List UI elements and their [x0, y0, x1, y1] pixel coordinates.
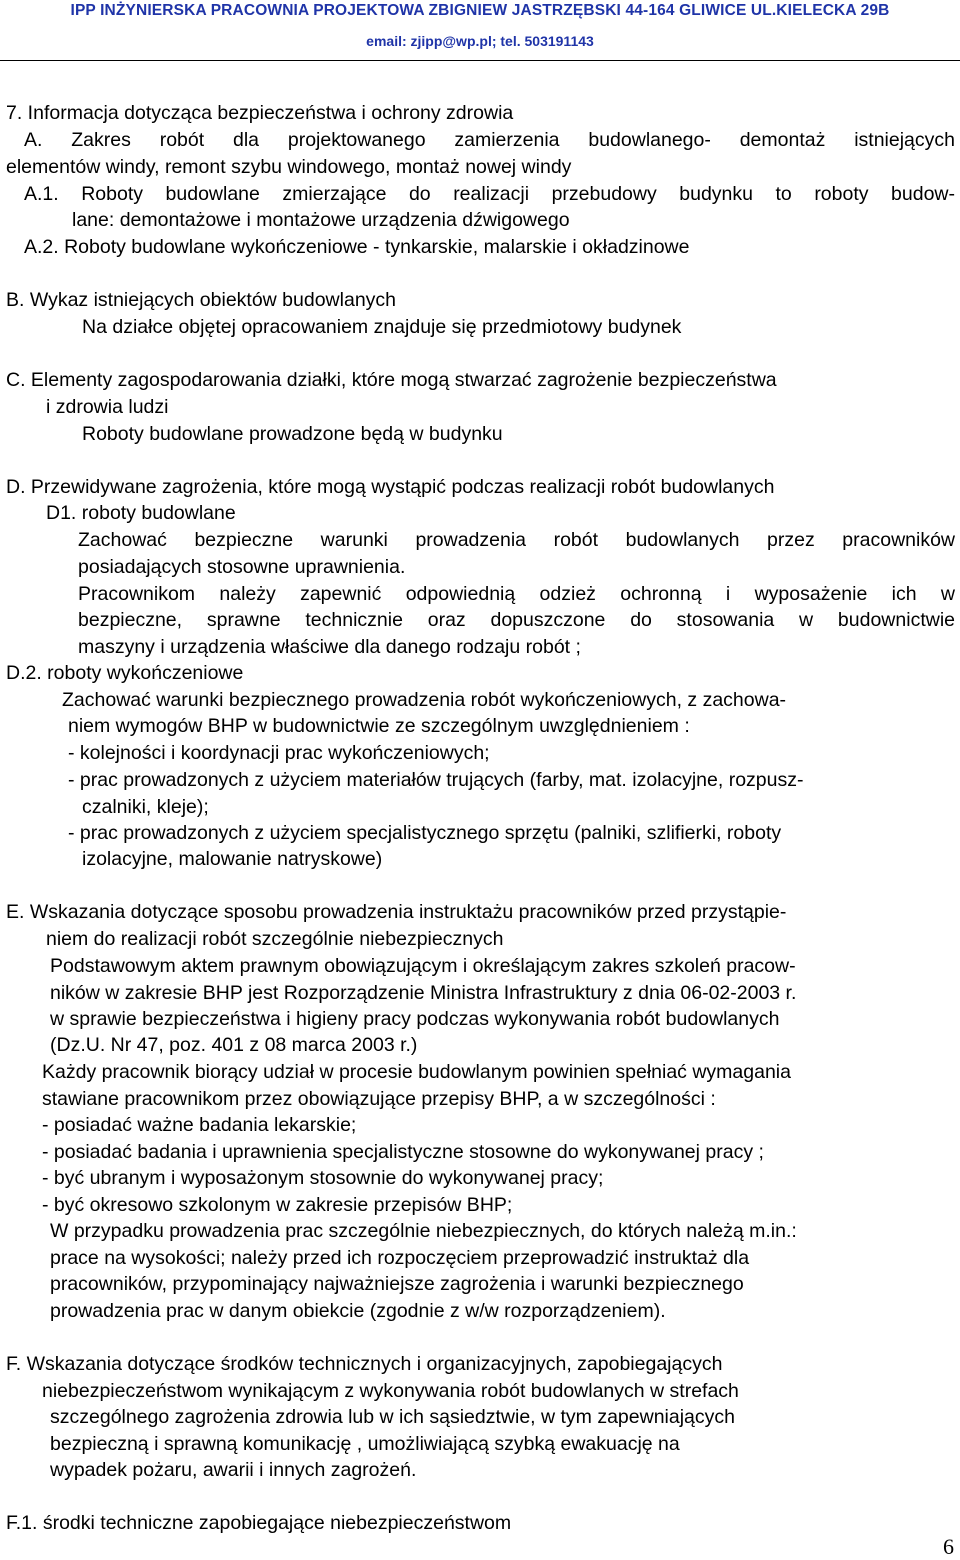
- paragraph-line: B. Wykaz istniejących obiektów budowlanych: [6, 289, 397, 311]
- list-item: - kolejności i koordynacji prac wykończeniowych;: [68, 742, 490, 764]
- paragraph-line: niem wymogów BHP w budownictwie ze szczególnym uwzględnieniem :: [68, 715, 690, 737]
- paragraph-line: bezpieczne, sprawne technicznie oraz dopuszczone do stosowania w budownictwie: [78, 609, 955, 631]
- paragraph-line: D.2. roboty wykończeniowe: [6, 662, 244, 684]
- paragraph-line: ników w zakresie BHP jest Rozporządzenie Ministra Infrastruktury z dnia 06-02-2003 r.: [50, 982, 797, 1004]
- page-number: 6: [943, 1534, 954, 1559]
- company-name: IPP INŻYNIERSKA PRACOWNIA PROJEKTOWA ZBIGNIEW JASTRZĘBSKI 44-164 GLIWICE UL.KIELECKA 29B: [70, 2, 890, 19]
- paragraph-line: stawiane pracownikom przez obowiązujące przepisy BHP, a w szczególności :: [42, 1088, 716, 1110]
- section-heading: 7. Informacja dotycząca bezpieczeństwa i ochrony zdrowia: [6, 102, 514, 124]
- paragraph-line: Roboty budowlane prowadzone będą w budynku: [82, 423, 503, 445]
- paragraph-line: A. Zakres robót dla projektowanego zamierzenia budowlanego- demontaż istniejących: [24, 129, 955, 151]
- paragraph-line: maszyny i urządzenia właściwe dla danego rodzaju robót ;: [78, 636, 581, 658]
- list-item: czalniki, kleje);: [82, 796, 209, 818]
- contact-info: email: zjipp@wp.pl; tel. 503191143: [366, 33, 594, 49]
- paragraph-line: C. Elementy zagospodarowania działki, które mogą stwarzać zagrożenie bezpieczeństwa: [6, 369, 777, 391]
- paragraph-line: D. Przewidywane zagrożenia, które mogą wystąpić podczas realizacji robót budowlanych: [6, 476, 775, 498]
- paragraph-line: prace na wysokości; należy przed ich rozpoczęciem przeprowadzić instruktaż dla: [50, 1247, 750, 1269]
- paragraph-line: D1. roboty budowlane: [46, 502, 236, 524]
- paragraph-line: posiadających stosowne uprawnienia.: [78, 556, 406, 578]
- paragraph-line: Zachować bezpieczne warunki prowadzenia robót budowlanych przez pracowników: [78, 529, 955, 551]
- paragraph-line: elementów windy, remont szybu windowego, montaż nowej windy: [6, 156, 572, 178]
- paragraph-line: (Dz.U. Nr 47, poz. 401 z 08 marca 2003 r.): [50, 1034, 418, 1056]
- paragraph-line: prowadzenia prac w danym obiekcie (zgodnie z w/w rozporządzeniem).: [50, 1300, 666, 1322]
- list-item: - posiadać badania i uprawnienia specjalistyczne stosowne do wykonywanej pracy ;: [42, 1141, 764, 1163]
- list-item: - być okresowo szkolonym w zakresie przepisów BHP;: [42, 1194, 513, 1216]
- list-item: - posiadać ważne badania lekarskie;: [42, 1114, 357, 1136]
- header-divider: [0, 60, 960, 61]
- paragraph-line: E. Wskazania dotyczące sposobu prowadzenia instruktażu pracowników przed przystąpie-: [6, 901, 787, 923]
- paragraph-line: bezpieczną i sprawną komunikację , umożliwiającą szybką ewakuację na: [50, 1433, 680, 1455]
- paragraph-line: wypadek pożaru, awarii i innych zagrożeń.: [50, 1459, 417, 1481]
- paragraph-line: Podstawowym aktem prawnym obowiązującym i określającym zakres szkoleń pracow-: [50, 955, 796, 977]
- list-item: - prac prowadzonych z użyciem materiałów trujących (farby, mat. izolacyjne, rozpusz-: [68, 769, 804, 791]
- paragraph-line: Każdy pracownik biorący udział w procesie budowlanym powinien spełniać wymagania: [42, 1061, 791, 1083]
- paragraph-line: Pracownikom należy zapewnić odpowiednią odzież ochronną i wyposażenie ich w: [78, 583, 955, 605]
- paragraph-line: szczególnego zagrożenia zdrowia lub w ich sąsiedztwie, w tym zapewniających: [50, 1406, 735, 1428]
- paragraph-line: niem do realizacji robót szczególnie niebezpiecznych: [46, 928, 504, 950]
- paragraph-line: Na działce objętej opracowaniem znajduje się przedmiotowy budynek: [82, 316, 682, 338]
- list-item: izolacyjne, malowanie natryskowe): [82, 848, 383, 870]
- paragraph-line: i zdrowia ludzi: [46, 396, 169, 418]
- paragraph-line: A.2. Roboty budowlane wykończeniowe - tynkarskie, malarskie i okładzinowe: [24, 236, 690, 258]
- paragraph-line: w sprawie bezpieczeństwa i higieny pracy podczas wykonywania robót budowlanych: [50, 1008, 780, 1030]
- paragraph-line: F.1. środki techniczne zapobiegające niebezpieczeństwom: [6, 1512, 512, 1534]
- list-item: - być ubranym i wyposażonym stosownie do wykonywanej pracy;: [42, 1167, 604, 1189]
- paragraph-line: A.1. Roboty budowlane zmierzające do realizacji przebudowy budynku to roboty budow-: [24, 183, 955, 205]
- document-header: [0, 0, 960, 62]
- paragraph-line: F. Wskazania dotyczące środków technicznych i organizacyjnych, zapobiegających: [6, 1353, 723, 1375]
- paragraph-line: lane: demontażowe i montażowe urządzenia dźwigowego: [72, 209, 570, 231]
- paragraph-line: Zachować warunki bezpiecznego prowadzenia robót wykończeniowych, z zachowa-: [62, 689, 787, 711]
- paragraph-line: pracowników, przypominający najważniejsze zagrożenia i warunki bezpiecznego: [50, 1273, 744, 1295]
- paragraph-line: niebezpieczeństwom wynikającym z wykonywania robót budowlanych w strefach: [42, 1380, 739, 1402]
- list-item: - prac prowadzonych z użyciem specjalistycznego sprzętu (palniki, szlifierki, roboty: [68, 822, 782, 844]
- paragraph-line: W przypadku prowadzenia prac szczególnie niebezpiecznych, do których należą m.in.:: [50, 1220, 797, 1242]
